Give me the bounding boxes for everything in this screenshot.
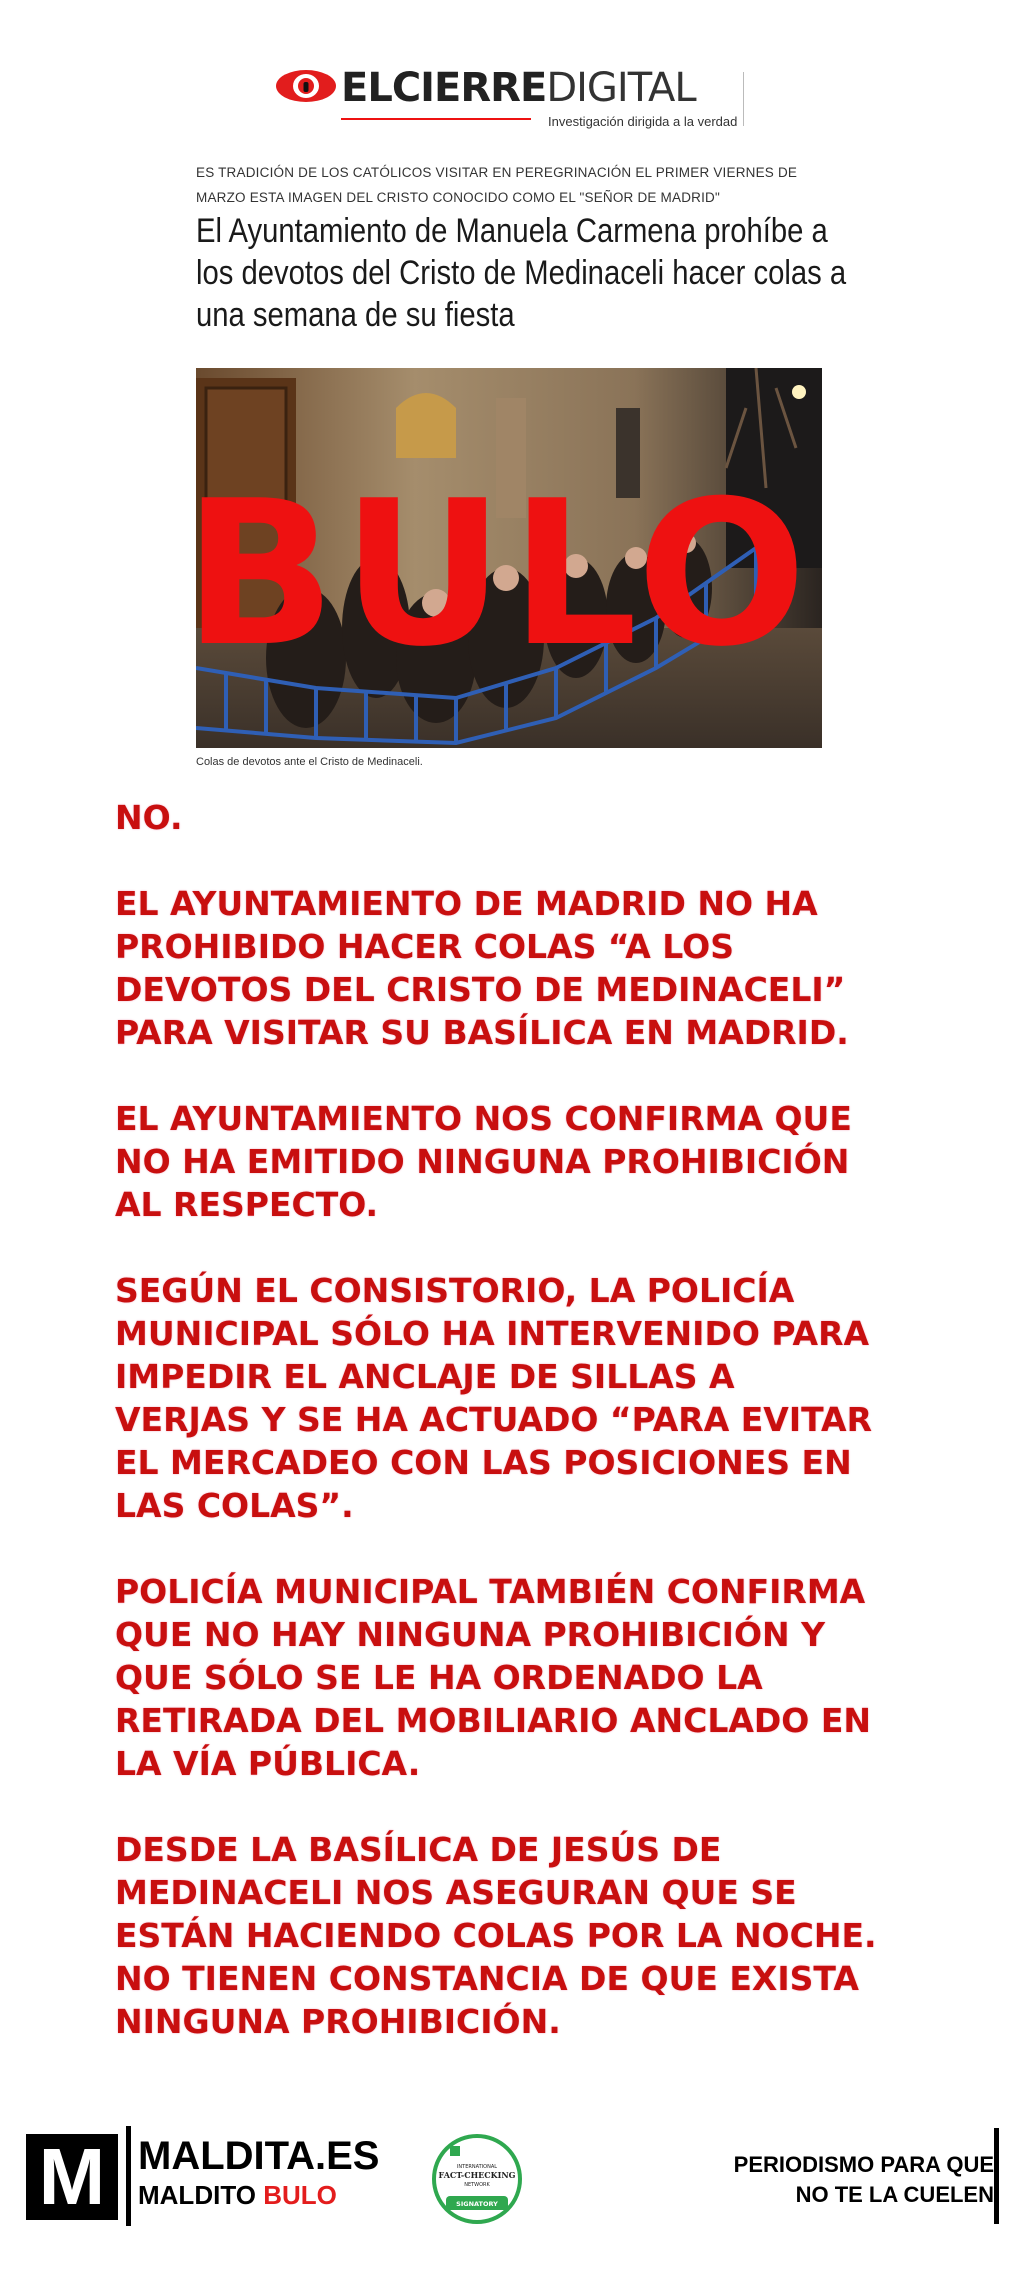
svg-text:SIGNATORY: SIGNATORY bbox=[456, 2200, 498, 2208]
eye-logo-icon bbox=[275, 68, 337, 104]
factcheck-paragraph: EL AYUNTAMIENTO NOS CONFIRMA QUE NO HA EMITIDO NINGUNA PROHIBICIÓN AL RESPECTO. bbox=[115, 1099, 852, 1224]
svg-text:INTERNATIONAL: INTERNATIONAL bbox=[456, 2164, 498, 2170]
bulo-stamp: BULO bbox=[183, 458, 813, 691]
logo-underline bbox=[341, 118, 531, 120]
article-headline: El Ayuntamiento de Manuela Carmena prohíbe a los devotos del Cristo de Medinaceli hacer colas a una semana de su fiesta bbox=[196, 212, 847, 334]
maldita-logo-icon: M bbox=[26, 2134, 118, 2220]
factcheck-paragraph: SEGÚN EL CONSISTORIO, LA POLICÍA MUNICIPAL SÓLO HA INTERVENIDO PARA IMPEDIR EL ANCLAJE DE SILLAS A VERJAS Y SE HA ACTUADO “PARA EVITAR EL MERCADEO CON LAS POSICIONES EN LAS COLAS”. bbox=[115, 1271, 873, 1525]
factcheck-paragraph: DESDE LA BASÍLICA DE JESÚS DE MEDINACELI NOS ASEGURAN QUE SE ESTÁN HACIENDO COLAS POR LA NOCHE. NO TIENEN CONSTANCIA DE QUE EXISTA NINGUNA PROHIBICIÓN. bbox=[115, 1830, 877, 2041]
article-kicker: ES TRADICIÓN DE LOS CATÓLICOS VISITAR EN PEREGRINACIÓN EL PRIMER VIERNES DE MARZO ESTA IMAGEN DEL CRISTO CONOCIDO COMO EL "SEÑOR DE MADRID" bbox=[196, 165, 798, 205]
site-masthead bbox=[275, 66, 745, 136]
maldita-brand: MALDITA.ES bbox=[138, 2134, 380, 2178]
ifcn-signatory-badge-icon bbox=[432, 2134, 522, 2224]
maldita-footer bbox=[0, 2120, 1024, 2230]
svg-text:FACT-CHECKING: FACT-CHECKING bbox=[438, 2170, 516, 2180]
footer-divider-left bbox=[126, 2126, 131, 2226]
factcheck-body bbox=[115, 796, 995, 2086]
site-tagline: Investigación dirigida a la verdad bbox=[548, 114, 738, 129]
site-logo-text: ELCIERREDIGITAL bbox=[341, 65, 696, 111]
footer-divider-right bbox=[994, 2128, 999, 2224]
svg-text:NETWORK: NETWORK bbox=[464, 2182, 490, 2188]
masthead-divider bbox=[743, 72, 744, 126]
photo-caption: Colas de devotos ante el Cristo de Medinaceli. bbox=[196, 756, 423, 768]
maldito-bulo-label: MALDITO BULO bbox=[138, 2180, 337, 2210]
factcheck-paragraph: NO. bbox=[115, 798, 183, 837]
maldita-slogan: PERIODISMO PARA QUE NO TE LA CUELEN bbox=[733, 2152, 994, 2207]
factcheck-paragraph: POLICÍA MUNICIPAL TAMBIÉN CONFIRMA QUE NO HAY NINGUNA PROHIBICIÓN Y QUE SÓLO SE LE HA ORDENADO LA RETIRADA DEL MOBILIARIO ANCLADO EN LA VÍA PÚBLICA. bbox=[115, 1572, 872, 1783]
factcheck-paragraph: EL AYUNTAMIENTO DE MADRID NO HA PROHIBIDO HACER COLAS “A LOS DEVOTOS DEL CRISTO DE MEDINACELI” PARA VISITAR SU BASÍLICA EN MADRID. bbox=[115, 884, 849, 1052]
